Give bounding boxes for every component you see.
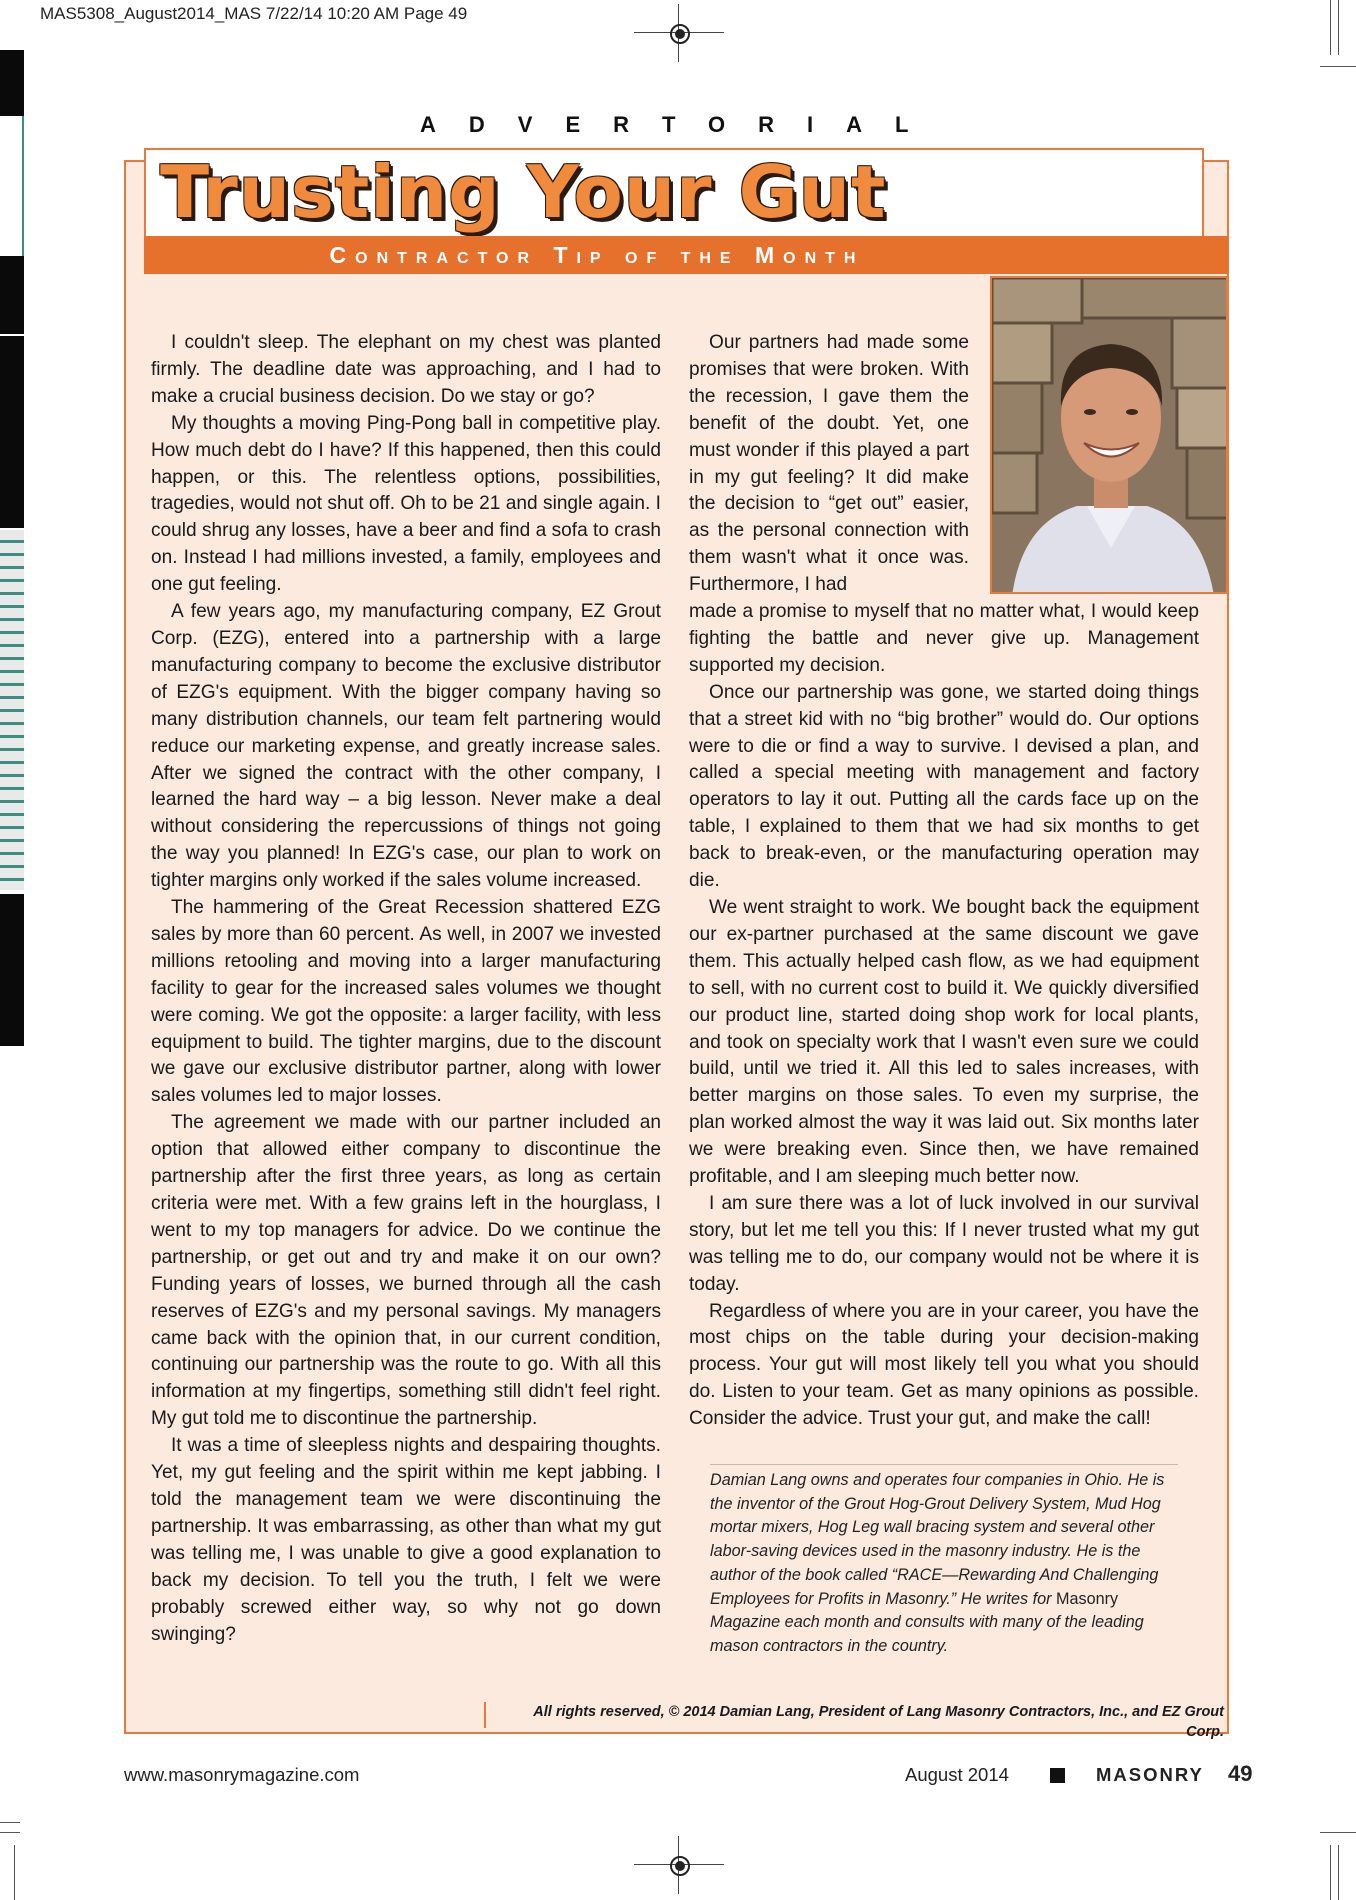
footer-date: August 2014: [905, 1764, 1009, 1785]
registration-mark-bottom: [664, 1850, 694, 1880]
bio-text: Magazine each month and consults with many of the leading mason contractors in the country.: [710, 1613, 1144, 1655]
article-subtitle: Contractor Tip of the Month: [329, 242, 865, 268]
bio-magazine-name: Masonry: [1056, 1589, 1119, 1608]
crop-mark: [1330, 1845, 1331, 1900]
crop-mark: [14, 1845, 15, 1900]
article-column-2-top: [689, 330, 969, 599]
edge-color-bar: [0, 50, 24, 116]
crop-mark: [0, 1822, 20, 1823]
registration-mark-top: [664, 18, 694, 48]
paragraph: We went straight to work. We bought back the equipment our ex-partner purchased at the same discount we gave them. This actually helped cash flow, as we had equipment to sell, with no current cost to build it. We quickly diversified our product line, started doing shop work for local plants, and took on specialty work that I wasn't even sure we could build, until we tried it. All this led to sales increases, with better margins on those sales. To even my surprise, the plan worked almost the way it was laid out. Six months later we were breaking even. Since then, we have remained profitable, and I am sleeping much better now.: [689, 896, 1199, 1188]
article-title: Trusting Your Gut: [160, 150, 887, 234]
edge-color-bar: [0, 256, 24, 334]
paragraph: I am sure there was a lot of luck involved in our survival story, but let me tell you this: If I never trusted what my gut was telling me to do, our company would not be where it is today.: [689, 1192, 1199, 1295]
page-number: 49: [1228, 1761, 1253, 1786]
paragraph: The hammering of the Great Recession shattered EZG sales by more than 60 percent. As well, in 2007 we invested millions retooling and moving into a larger manufacturing facility to gear for the increased sales volumes we thought were coming. We got the opposite: a larger facility, with less equipment to build. The tighter margins, due to the discount we gave our exclusive distributor partner, along with lower sales volumes led to major losses.: [151, 897, 661, 1107]
paragraph: Regardless of where you are in your career, you have the most chips on the table during your decision-making process. Your gut will most likely tell you what you should do. Listen to your team. Get as many opinions as possible. Consider the advice. Trust your gut, and make the call!: [689, 1300, 1199, 1430]
edge-color-bar: [22, 116, 24, 256]
paragraph: Once our partnership was gone, we started doing things that a street kid with no “big brother” would do. Our options were to die or find a way to survive. I devised a plan, and called a special meeting with management and factory operators to lay it out. Putting all the cards face up on the table, I explained to them that we had six months to get back to break-even, or the manufacturing operation may die.: [689, 681, 1199, 892]
edge-color-bar: [0, 530, 24, 890]
footer-url: www.masonrymagazine.com: [124, 1764, 360, 1785]
crop-mark: [1338, 1845, 1339, 1900]
edge-color-bar: [0, 336, 24, 528]
crop-mark: [0, 1832, 20, 1833]
paragraph: I couldn't sleep. The elephant on my chest was planted firmly. The deadline date was approaching, and I had to make a crucial business decision. Do we stay or go?: [151, 332, 661, 407]
paragraph: A few years ago, my manufacturing company, EZ Grout Corp. (EZG), entered into a partnership with a large manufacturing company to become the exclusive distributor of EZG's equipment. With the bigger company having so many distribution channels, our team felt partnering would reduce our marketing expense, and greatly increase sales. After we signed the contract with the other company, I learned the hard way – a big lesson. Never make a deal without considering the repercussions of things not going the way you planned! In EZG's case, our plan to work on tighter margins only worked if the sales volume increased.: [151, 601, 661, 892]
paragraph: Our partners had made some promises that were broken. With the recession, I gave them the benefit of the doubt. Yet, one must wonder if this played a part in my gut feeling? It did make the decision to “get out” easier, as the personal connection with them wasn't what it once was. Furthermore, I had: [689, 332, 969, 596]
copyright-line: All rights reserved, © 2014 Damian Lang, President of Lang Masonry Contractors, Inc., and EZ Grout Corp.: [484, 1702, 1224, 1728]
section-label: ADVERTORIAL: [420, 112, 942, 137]
footer-magazine: MASONRY: [1096, 1764, 1204, 1785]
author-photo: [990, 276, 1228, 594]
article-column-2: [689, 599, 1199, 1433]
paragraph: The agreement we made with our partner included an option that allowed either company to discontinue the partnership after the first three years, as long as certain criteria were met. With a few grains left in the hourglass, I went to my top managers for advice. Do we continue the partnership, or get out and try and make it on our own? Funding years of losses, we burned through all the cash reserves of EZG's and my personal savings. My managers came back with the opinion that, in our current condition, continuing our partnership was the route to go. With all this information at my fingertips, something still didn't feel right. My gut told me to discontinue the partnership.: [151, 1112, 661, 1430]
edge-color-bar: [0, 894, 24, 1046]
paragraph: made a promise to myself that no matter what, I would keep fighting the battle and never give up. Management supported my decision.: [689, 601, 1199, 676]
paragraph: It was a time of sleepless nights and despairing thoughts. Yet, my gut feeling and the spirit within me kept jabbing. I told the management team we were discontinuing the partnership. It was embarrassing, as other than what my gut was telling me, I was unable to give a good explanation to back my decision. To tell you the truth, I felt we were probably screwed either way, so why not go down swinging?: [151, 1435, 661, 1645]
article-column-1: [151, 330, 661, 1648]
bio-text: Damian Lang owns and operates four companies in Ohio. He is the inventor of the Grout Hog-Grout Delivery System, Mud Hog mortar mixers, Hog Leg wall bracing system and several other labor-saving devices used in the masonry industry. He is the author of the book called “RACE—Rewarding And Challenging Employees for Profits in Masonry.” He writes for: [710, 1471, 1165, 1608]
print-slug: MAS5308_August2014_MAS 7/22/14 10:20 AM Page 49: [40, 4, 468, 23]
crop-mark: [1320, 1832, 1356, 1833]
crop-mark: [1338, 0, 1339, 55]
crop-mark: [1320, 66, 1356, 67]
footer-square-icon: [1050, 1768, 1065, 1783]
crop-mark: [1330, 0, 1331, 55]
author-bio: [710, 1464, 1178, 1659]
paragraph: My thoughts a moving Ping-Pong ball in competitive play. How much debt do I have? If this happened, then this could happen, or this. The relentless options, possibilities, tragedies, would not shut off. Oh to be 21 and single again. I could shrug any losses, have a beer and find a sofa to crash on. Instead I had millions invested, a family, employees and one gut feeling.: [151, 412, 661, 596]
